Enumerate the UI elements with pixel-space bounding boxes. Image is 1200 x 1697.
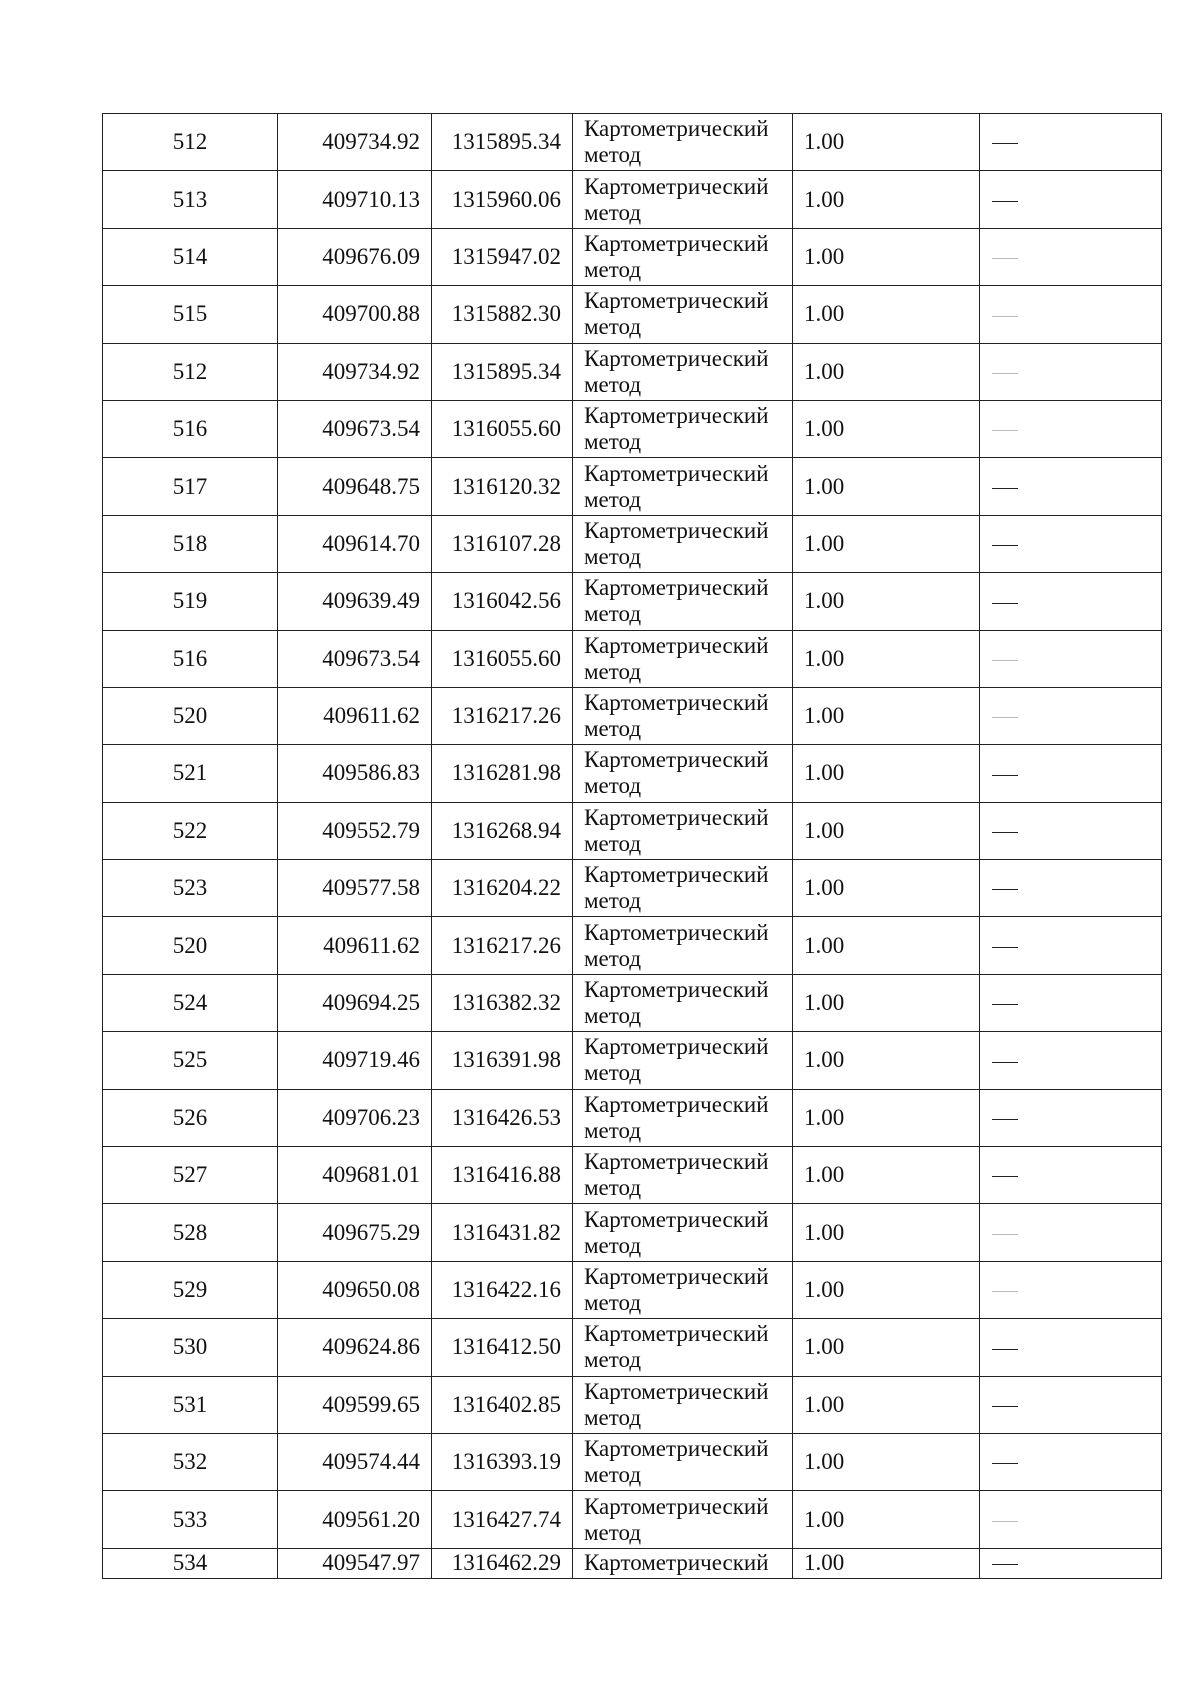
y-coordinate-cell: 1316042.56 — [432, 573, 573, 630]
accuracy-cell: 1.00 — [793, 515, 980, 572]
y-coordinate-cell: 1316204.22 — [432, 860, 573, 917]
method-cell — [573, 458, 793, 515]
x-coordinate-cell: 409681.01 — [278, 1147, 432, 1204]
y-coordinate-cell: 1316422.16 — [432, 1261, 573, 1318]
accuracy-cell: 1.00 — [793, 1376, 980, 1433]
x-coordinate-cell: 409673.54 — [278, 630, 432, 687]
method-line-2: метод — [584, 1003, 642, 1029]
table-row — [103, 458, 1162, 515]
method-cell — [573, 343, 793, 400]
method-line-2: метод — [584, 945, 642, 971]
accuracy-cell: 1.00 — [793, 745, 980, 802]
table-row — [103, 974, 1162, 1031]
description-cell — [980, 860, 1162, 917]
point-number-cell: 522 — [103, 802, 278, 859]
description-cell — [980, 228, 1162, 285]
x-coordinate-cell: 409552.79 — [278, 802, 432, 859]
method-line-2: метод — [584, 1060, 642, 1086]
dash-mark — [992, 603, 1018, 604]
x-coordinate-cell: 409700.88 — [278, 286, 432, 343]
accuracy-cell: 1.00 — [793, 573, 980, 630]
table-row — [103, 343, 1162, 400]
table-row — [103, 1376, 1162, 1433]
description-cell — [980, 1089, 1162, 1146]
point-number-cell: 516 — [103, 400, 278, 457]
method-line-2: метод — [584, 1404, 642, 1430]
point-number-cell: 512 — [103, 343, 278, 400]
method-line-2: метод — [584, 601, 642, 627]
accuracy-cell: 1.00 — [793, 400, 980, 457]
dash-mark — [992, 1406, 1018, 1407]
description-cell — [980, 1147, 1162, 1204]
y-coordinate-cell: 1316431.82 — [432, 1204, 573, 1261]
accuracy-cell: 1.00 — [793, 228, 980, 285]
method-line-1: Картометрический — [584, 403, 769, 429]
point-number-cell: 529 — [103, 1261, 278, 1318]
table-row — [103, 400, 1162, 457]
table-row — [103, 630, 1162, 687]
dash-mark — [992, 1463, 1018, 1464]
table-row — [103, 745, 1162, 802]
y-coordinate-cell: 1316391.98 — [432, 1032, 573, 1089]
method-line-1: Картометрический — [584, 977, 769, 1003]
point-number-cell: 524 — [103, 974, 278, 1031]
method-cell — [573, 400, 793, 457]
y-coordinate-cell: 1316268.94 — [432, 802, 573, 859]
point-number-cell: 516 — [103, 630, 278, 687]
table-body — [103, 114, 1162, 1579]
method-cell — [573, 228, 793, 285]
accuracy-cell: 1.00 — [793, 114, 980, 171]
dash-mark — [992, 1062, 1018, 1063]
accuracy-cell: 1.00 — [793, 1089, 980, 1146]
method-cell — [573, 802, 793, 859]
method-line-2: метод — [584, 486, 642, 512]
x-coordinate-cell: 409611.62 — [278, 917, 432, 974]
y-coordinate-cell: 1316055.60 — [432, 630, 573, 687]
dash-mark — [992, 1234, 1018, 1235]
y-coordinate-cell: 1316217.26 — [432, 687, 573, 744]
dash-mark — [992, 832, 1018, 833]
accuracy-cell: 1.00 — [793, 1433, 980, 1490]
method-line-2: метод — [584, 830, 642, 856]
description-cell — [980, 1376, 1162, 1433]
y-coordinate-cell: 1316107.28 — [432, 515, 573, 572]
table-row — [103, 515, 1162, 572]
point-number-cell: 513 — [103, 171, 278, 228]
y-coordinate-cell: 1316402.85 — [432, 1376, 573, 1433]
y-coordinate-cell: 1315895.34 — [432, 114, 573, 171]
dash-mark — [992, 258, 1018, 259]
method-line-1: Картометрический — [584, 1550, 769, 1576]
description-cell — [980, 573, 1162, 630]
accuracy-cell: 1.00 — [793, 917, 980, 974]
x-coordinate-cell: 409586.83 — [278, 745, 432, 802]
y-coordinate-cell: 1316055.60 — [432, 400, 573, 457]
description-cell — [980, 286, 1162, 343]
method-cell — [573, 573, 793, 630]
method-cell — [573, 1433, 793, 1490]
accuracy-cell: 1.00 — [793, 860, 980, 917]
method-cell — [573, 1319, 793, 1376]
x-coordinate-cell: 409734.92 — [278, 343, 432, 400]
description-cell — [980, 515, 1162, 572]
method-cell — [573, 1261, 793, 1318]
x-coordinate-cell: 409639.49 — [278, 573, 432, 630]
x-coordinate-cell: 409719.46 — [278, 1032, 432, 1089]
method-line-1: Картометрический — [584, 1206, 769, 1232]
accuracy-cell: 1.00 — [793, 802, 980, 859]
description-cell — [980, 745, 1162, 802]
point-number-cell: 530 — [103, 1319, 278, 1376]
x-coordinate-cell: 409547.97 — [278, 1548, 432, 1578]
point-number-cell: 532 — [103, 1433, 278, 1490]
method-line-2: метод — [584, 1175, 642, 1201]
x-coordinate-cell: 409624.86 — [278, 1319, 432, 1376]
method-line-2: метод — [584, 1462, 642, 1488]
dash-mark — [992, 316, 1018, 317]
y-coordinate-cell: 1316412.50 — [432, 1319, 573, 1376]
description-cell — [980, 630, 1162, 687]
method-line-1: Картометрический — [584, 116, 769, 142]
method-line-2: метод — [584, 1290, 642, 1315]
point-number-cell: 515 — [103, 286, 278, 343]
method-cell — [573, 974, 793, 1031]
x-coordinate-cell: 409561.20 — [278, 1491, 432, 1548]
accuracy-cell: 1.00 — [793, 687, 980, 744]
accuracy-cell: 1.00 — [793, 1491, 980, 1548]
table-row — [103, 114, 1162, 171]
point-number-cell: 517 — [103, 458, 278, 515]
method-line-2: метод — [584, 256, 642, 282]
y-coordinate-cell: 1316120.32 — [432, 458, 573, 515]
x-coordinate-cell: 409734.92 — [278, 114, 432, 171]
method-cell — [573, 1089, 793, 1146]
x-coordinate-cell: 409614.70 — [278, 515, 432, 572]
x-coordinate-cell: 409673.54 — [278, 400, 432, 457]
coordinates-table — [102, 113, 1162, 1579]
table-row — [103, 1032, 1162, 1089]
table-row — [103, 1548, 1162, 1578]
point-number-cell: 519 — [103, 573, 278, 630]
dash-mark — [992, 1176, 1018, 1177]
description-cell — [980, 687, 1162, 744]
description-cell — [980, 917, 1162, 974]
point-number-cell: 528 — [103, 1204, 278, 1261]
point-number-cell: 512 — [103, 114, 278, 171]
point-number-cell: 525 — [103, 1032, 278, 1089]
description-cell — [980, 114, 1162, 171]
x-coordinate-cell: 409676.09 — [278, 228, 432, 285]
accuracy-cell: 1.00 — [793, 1548, 980, 1578]
y-coordinate-cell: 1316382.32 — [432, 974, 573, 1031]
method-line-2: метод — [584, 371, 642, 397]
table-row — [103, 1147, 1162, 1204]
table-row — [103, 917, 1162, 974]
description-cell — [980, 1261, 1162, 1318]
y-coordinate-cell: 1315895.34 — [432, 343, 573, 400]
dash-mark — [992, 488, 1018, 489]
table-row — [103, 802, 1162, 859]
point-number-cell: 526 — [103, 1089, 278, 1146]
accuracy-cell: 1.00 — [793, 458, 980, 515]
method-line-1: Картометрический — [584, 1034, 769, 1060]
method-line-1: Картометрический — [584, 288, 769, 314]
table-row — [103, 1204, 1162, 1261]
x-coordinate-cell: 409650.08 — [278, 1261, 432, 1318]
y-coordinate-cell: 1316462.29 — [432, 1548, 573, 1578]
method-line-1: Картометрический — [584, 460, 769, 486]
method-line-1: Картометрический — [584, 747, 769, 773]
description-cell — [980, 1548, 1162, 1578]
y-coordinate-cell: 1316416.88 — [432, 1147, 573, 1204]
point-number-cell: 531 — [103, 1376, 278, 1433]
table-row — [103, 1491, 1162, 1548]
description-cell — [980, 458, 1162, 515]
method-line-2: метод — [584, 1117, 642, 1143]
y-coordinate-cell: 1316281.98 — [432, 745, 573, 802]
x-coordinate-cell: 409710.13 — [278, 171, 432, 228]
description-cell — [980, 1204, 1162, 1261]
description-cell — [980, 1433, 1162, 1490]
method-cell — [573, 515, 793, 572]
y-coordinate-cell: 1316426.53 — [432, 1089, 573, 1146]
accuracy-cell: 1.00 — [793, 1319, 980, 1376]
method-line-2: метод — [584, 658, 642, 684]
accuracy-cell: 1.00 — [793, 630, 980, 687]
method-line-2: метод — [584, 773, 642, 799]
method-cell — [573, 630, 793, 687]
dash-mark — [992, 1521, 1018, 1522]
table-row — [103, 687, 1162, 744]
table-row — [103, 1261, 1162, 1318]
method-line-1: Картометрический — [584, 517, 769, 543]
dash-mark — [992, 143, 1018, 144]
dash-mark — [992, 717, 1018, 718]
description-cell — [980, 343, 1162, 400]
description-cell — [980, 171, 1162, 228]
table-row — [103, 860, 1162, 917]
method-line-1: Картометрический — [584, 1149, 769, 1175]
y-coordinate-cell: 1315947.02 — [432, 228, 573, 285]
method-line-1: Картометрический — [584, 1436, 769, 1462]
dash-mark — [992, 1291, 1018, 1292]
description-cell — [980, 400, 1162, 457]
method-cell — [573, 860, 793, 917]
method-line-1: Картометрический — [584, 1378, 769, 1404]
method-line-1: Картометрический — [584, 804, 769, 830]
dash-mark — [992, 947, 1018, 948]
x-coordinate-cell: 409611.62 — [278, 687, 432, 744]
method-cell — [573, 114, 793, 171]
accuracy-cell: 1.00 — [793, 1261, 980, 1318]
dash-mark — [992, 1004, 1018, 1005]
method-line-1: Картометрический — [584, 173, 769, 199]
dash-mark — [992, 775, 1018, 776]
point-number-cell: 521 — [103, 745, 278, 802]
accuracy-cell: 1.00 — [793, 974, 980, 1031]
y-coordinate-cell: 1316217.26 — [432, 917, 573, 974]
dash-mark — [992, 1349, 1018, 1350]
x-coordinate-cell: 409648.75 — [278, 458, 432, 515]
description-cell — [980, 1491, 1162, 1548]
point-number-cell: 520 — [103, 917, 278, 974]
method-line-2: метод — [584, 199, 642, 225]
accuracy-cell: 1.00 — [793, 343, 980, 400]
method-line-1: Картометрический — [584, 1091, 769, 1117]
method-cell — [573, 1147, 793, 1204]
point-number-cell: 534 — [103, 1548, 278, 1578]
accuracy-cell: 1.00 — [793, 1032, 980, 1089]
description-cell — [980, 974, 1162, 1031]
table-row — [103, 228, 1162, 285]
point-number-cell: 520 — [103, 687, 278, 744]
dash-mark — [992, 1119, 1018, 1120]
method-line-1: Картометрический — [584, 1493, 769, 1519]
point-number-cell: 533 — [103, 1491, 278, 1548]
y-coordinate-cell: 1315882.30 — [432, 286, 573, 343]
method-line-2: метод — [584, 142, 642, 168]
point-number-cell: 523 — [103, 860, 278, 917]
description-cell — [980, 802, 1162, 859]
method-line-1: Картометрический — [584, 862, 769, 888]
dash-mark — [992, 373, 1018, 374]
table-row — [103, 286, 1162, 343]
method-line-2: метод — [584, 1519, 642, 1545]
table-row — [103, 1433, 1162, 1490]
method-line-1: Картометрический — [584, 575, 769, 601]
method-cell — [573, 286, 793, 343]
accuracy-cell: 1.00 — [793, 1204, 980, 1261]
method-line-1: Картометрический — [584, 919, 769, 945]
table-row — [103, 1319, 1162, 1376]
method-cell — [573, 171, 793, 228]
point-number-cell: 527 — [103, 1147, 278, 1204]
y-coordinate-cell: 1315960.06 — [432, 171, 573, 228]
method-line-2: метод — [584, 888, 642, 914]
method-line-2: метод — [584, 314, 642, 340]
point-number-cell: 514 — [103, 228, 278, 285]
x-coordinate-cell: 409706.23 — [278, 1089, 432, 1146]
method-line-2: метод — [584, 429, 642, 455]
method-line-2: метод — [584, 716, 642, 742]
accuracy-cell: 1.00 — [793, 171, 980, 228]
method-line-1: Картометрический — [584, 690, 769, 716]
method-line-1: Картометрический — [584, 632, 769, 658]
y-coordinate-cell: 1316427.74 — [432, 1491, 573, 1548]
method-cell — [573, 1376, 793, 1433]
method-line-1: Картометрический — [584, 345, 769, 371]
dash-mark — [992, 889, 1018, 890]
method-line-2: метод — [584, 1347, 642, 1373]
table-row — [103, 171, 1162, 228]
dash-mark — [992, 201, 1018, 202]
x-coordinate-cell: 409675.29 — [278, 1204, 432, 1261]
y-coordinate-cell: 1316393.19 — [432, 1433, 573, 1490]
method-cell — [573, 1491, 793, 1548]
table-row — [103, 1089, 1162, 1146]
description-cell — [980, 1319, 1162, 1376]
method-line-2: метод — [584, 1232, 642, 1258]
dash-mark — [992, 1564, 1018, 1565]
x-coordinate-cell: 409577.58 — [278, 860, 432, 917]
method-cell — [573, 1548, 793, 1578]
method-line-1: Картометрический — [584, 1321, 769, 1347]
accuracy-cell: 1.00 — [793, 286, 980, 343]
method-line-1: Картометрический — [584, 230, 769, 256]
x-coordinate-cell: 409574.44 — [278, 1433, 432, 1490]
x-coordinate-cell: 409599.65 — [278, 1376, 432, 1433]
method-line-1: Картометрический — [584, 1264, 769, 1289]
accuracy-cell: 1.00 — [793, 1147, 980, 1204]
method-line-2: метод — [584, 543, 642, 569]
method-cell — [573, 687, 793, 744]
x-coordinate-cell: 409694.25 — [278, 974, 432, 1031]
method-cell — [573, 1032, 793, 1089]
method-cell — [573, 917, 793, 974]
dash-mark — [992, 660, 1018, 661]
method-cell — [573, 1204, 793, 1261]
dash-mark — [992, 430, 1018, 431]
method-cell — [573, 745, 793, 802]
description-cell — [980, 1032, 1162, 1089]
point-number-cell: 518 — [103, 515, 278, 572]
dash-mark — [992, 545, 1018, 546]
table-row — [103, 573, 1162, 630]
